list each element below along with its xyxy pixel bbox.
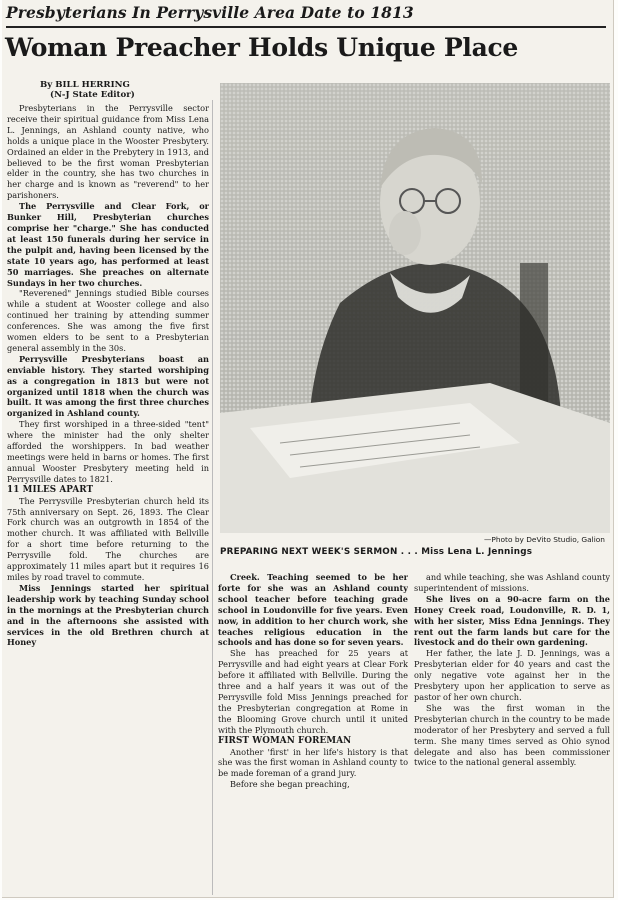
paragraph: Another 'first' in her life's history is that she was the first woman in Ashland county to be made foreman of a grand jury.: [218, 746, 408, 779]
headline: Woman Preacher Holds Unique Place: [5, 33, 519, 62]
portrait-illustration: [220, 83, 610, 533]
paragraph: Presbyterians in the Perrysville sector receive their spiritual guidance from Miss Lena L. Jennings, an Ashland county native, who holds a unique place in the Wooster Presbytery. Ordained an elder in the Prebytery in 1913, and believed to be the first woman Presbyterian elder in the country, she has two churches in her charge and is known as "reverend" to her parishoners.: [7, 103, 209, 201]
kicker-headline: Presbyterians In Perrysville Area Date to 1813: [6, 3, 414, 22]
paragraph: She lives on a 90-acre farm on the Honey Creek road, Loudonville, R. D. 1, with her sister, Miss Edna Jennings. They rent out the farm lands but care for the livestock and do their own gardening.: [414, 593, 610, 648]
paragraph: "Reverened" Jennings studied Bible courses while a student at Wooster college and also continued her training by attending summer conferences. She was among the five first women elders to be sent to a Presbyterian general assembly in the 30s.: [7, 288, 209, 353]
subheading: FIRST WOMAN FOREMAN: [218, 735, 352, 746]
kicker-rule: [6, 26, 606, 28]
paragraph: Miss Jennings started her spiritual leadership work by teaching Sunday school in the mornings at the Presbyterian church and in the afternoons she assisted with services in the old Brethren church at Honey: [7, 582, 209, 648]
paragraph: She was the first woman in the Presbyterian church in the country to be made moderator of her Presbytery and served a full term. She many times served as Ohio synod delegate and also has been commissioner twice to the national general assembly.: [414, 702, 610, 768]
newspaper-clipping: [2, 0, 614, 898]
paragraph: and while teaching, she was Ashland county superintendent of missions.: [414, 572, 610, 593]
paragraph: They first worshiped in a three-sided "tent" where the minister had the only shelter afforded the worshippers. In bad weather meetings were held in barns or homes. The first annual Wooster Presbytery meeting held in Perrysville dates to 1821.: [7, 419, 209, 484]
paragraph: The Perrysville Presbyterian church held its 75th anniversary on Sept. 26, 1893. The Clear Fork church was an outgrowth in 1854 of the mother church. It was affiliated with Bellville for a short time before returning to the Perrysville fold. The churches are approximately 11 miles apart but it requires 16 miles by road travel to commute.: [7, 495, 209, 582]
portrait-photo: [220, 83, 610, 533]
article-column-2: [218, 572, 408, 892]
photo-credit: —Photo by DeVito Studio, Galion: [484, 535, 605, 544]
paragraph: Her father, the late J. D. Jennings, was a Presbyterian elder for 40 years and cast the only negative vote against her in the Presbytery upon her application to serve as pastor of her own church.: [414, 648, 610, 702]
byline-author: By BILL HERRING: [40, 80, 130, 90]
column-rule: [212, 100, 213, 895]
paragraph: Creek. Teaching seemed to be her forte for she was an Ashland county school teacher before teaching grade school in Loudonville for five years. Even now, in addition to her church work, she teaches religious education in the schools and has done so for seven years.: [218, 572, 408, 648]
paragraph: Perrysville Presbyterians boast an enviable history. They started worshiping as a congregation in 1813 but were not organized until 1818 when the church was built. It was among the first three churches organized in Ashland county.: [7, 353, 209, 419]
article-column-1: [7, 103, 209, 893]
byline-title: (N-J State Editor): [50, 90, 135, 100]
photo-caption: PREPARING NEXT WEEK'S SERMON . . . Miss Lena L. Jennings: [220, 547, 533, 557]
byline: [40, 80, 135, 100]
paragraph: Before she began preaching,: [230, 779, 350, 790]
paragraph: She has preached for 25 years at Perrysville and had eight years at Clear Fork before it affiliated with Bellville. During the three and a half years it was out of the Perrysville fold Miss Jennings preached for the Presbyterian congregation at Rome in the Blooming Grove church until it united with the Plymouth church.: [218, 648, 408, 735]
paragraph: The Perrysville and Clear Fork, or Bunker Hill, Presbyterian churches comprise her "charge." She has conducted at least 150 funerals during her service in the pulpit and, having been licensed by the state 10 years ago, has performed at least 50 marriages. She preaches on alternate Sundays in her two churches.: [7, 201, 209, 288]
article-column-3: [414, 572, 610, 892]
subheading: 11 MILES APART: [7, 484, 94, 495]
